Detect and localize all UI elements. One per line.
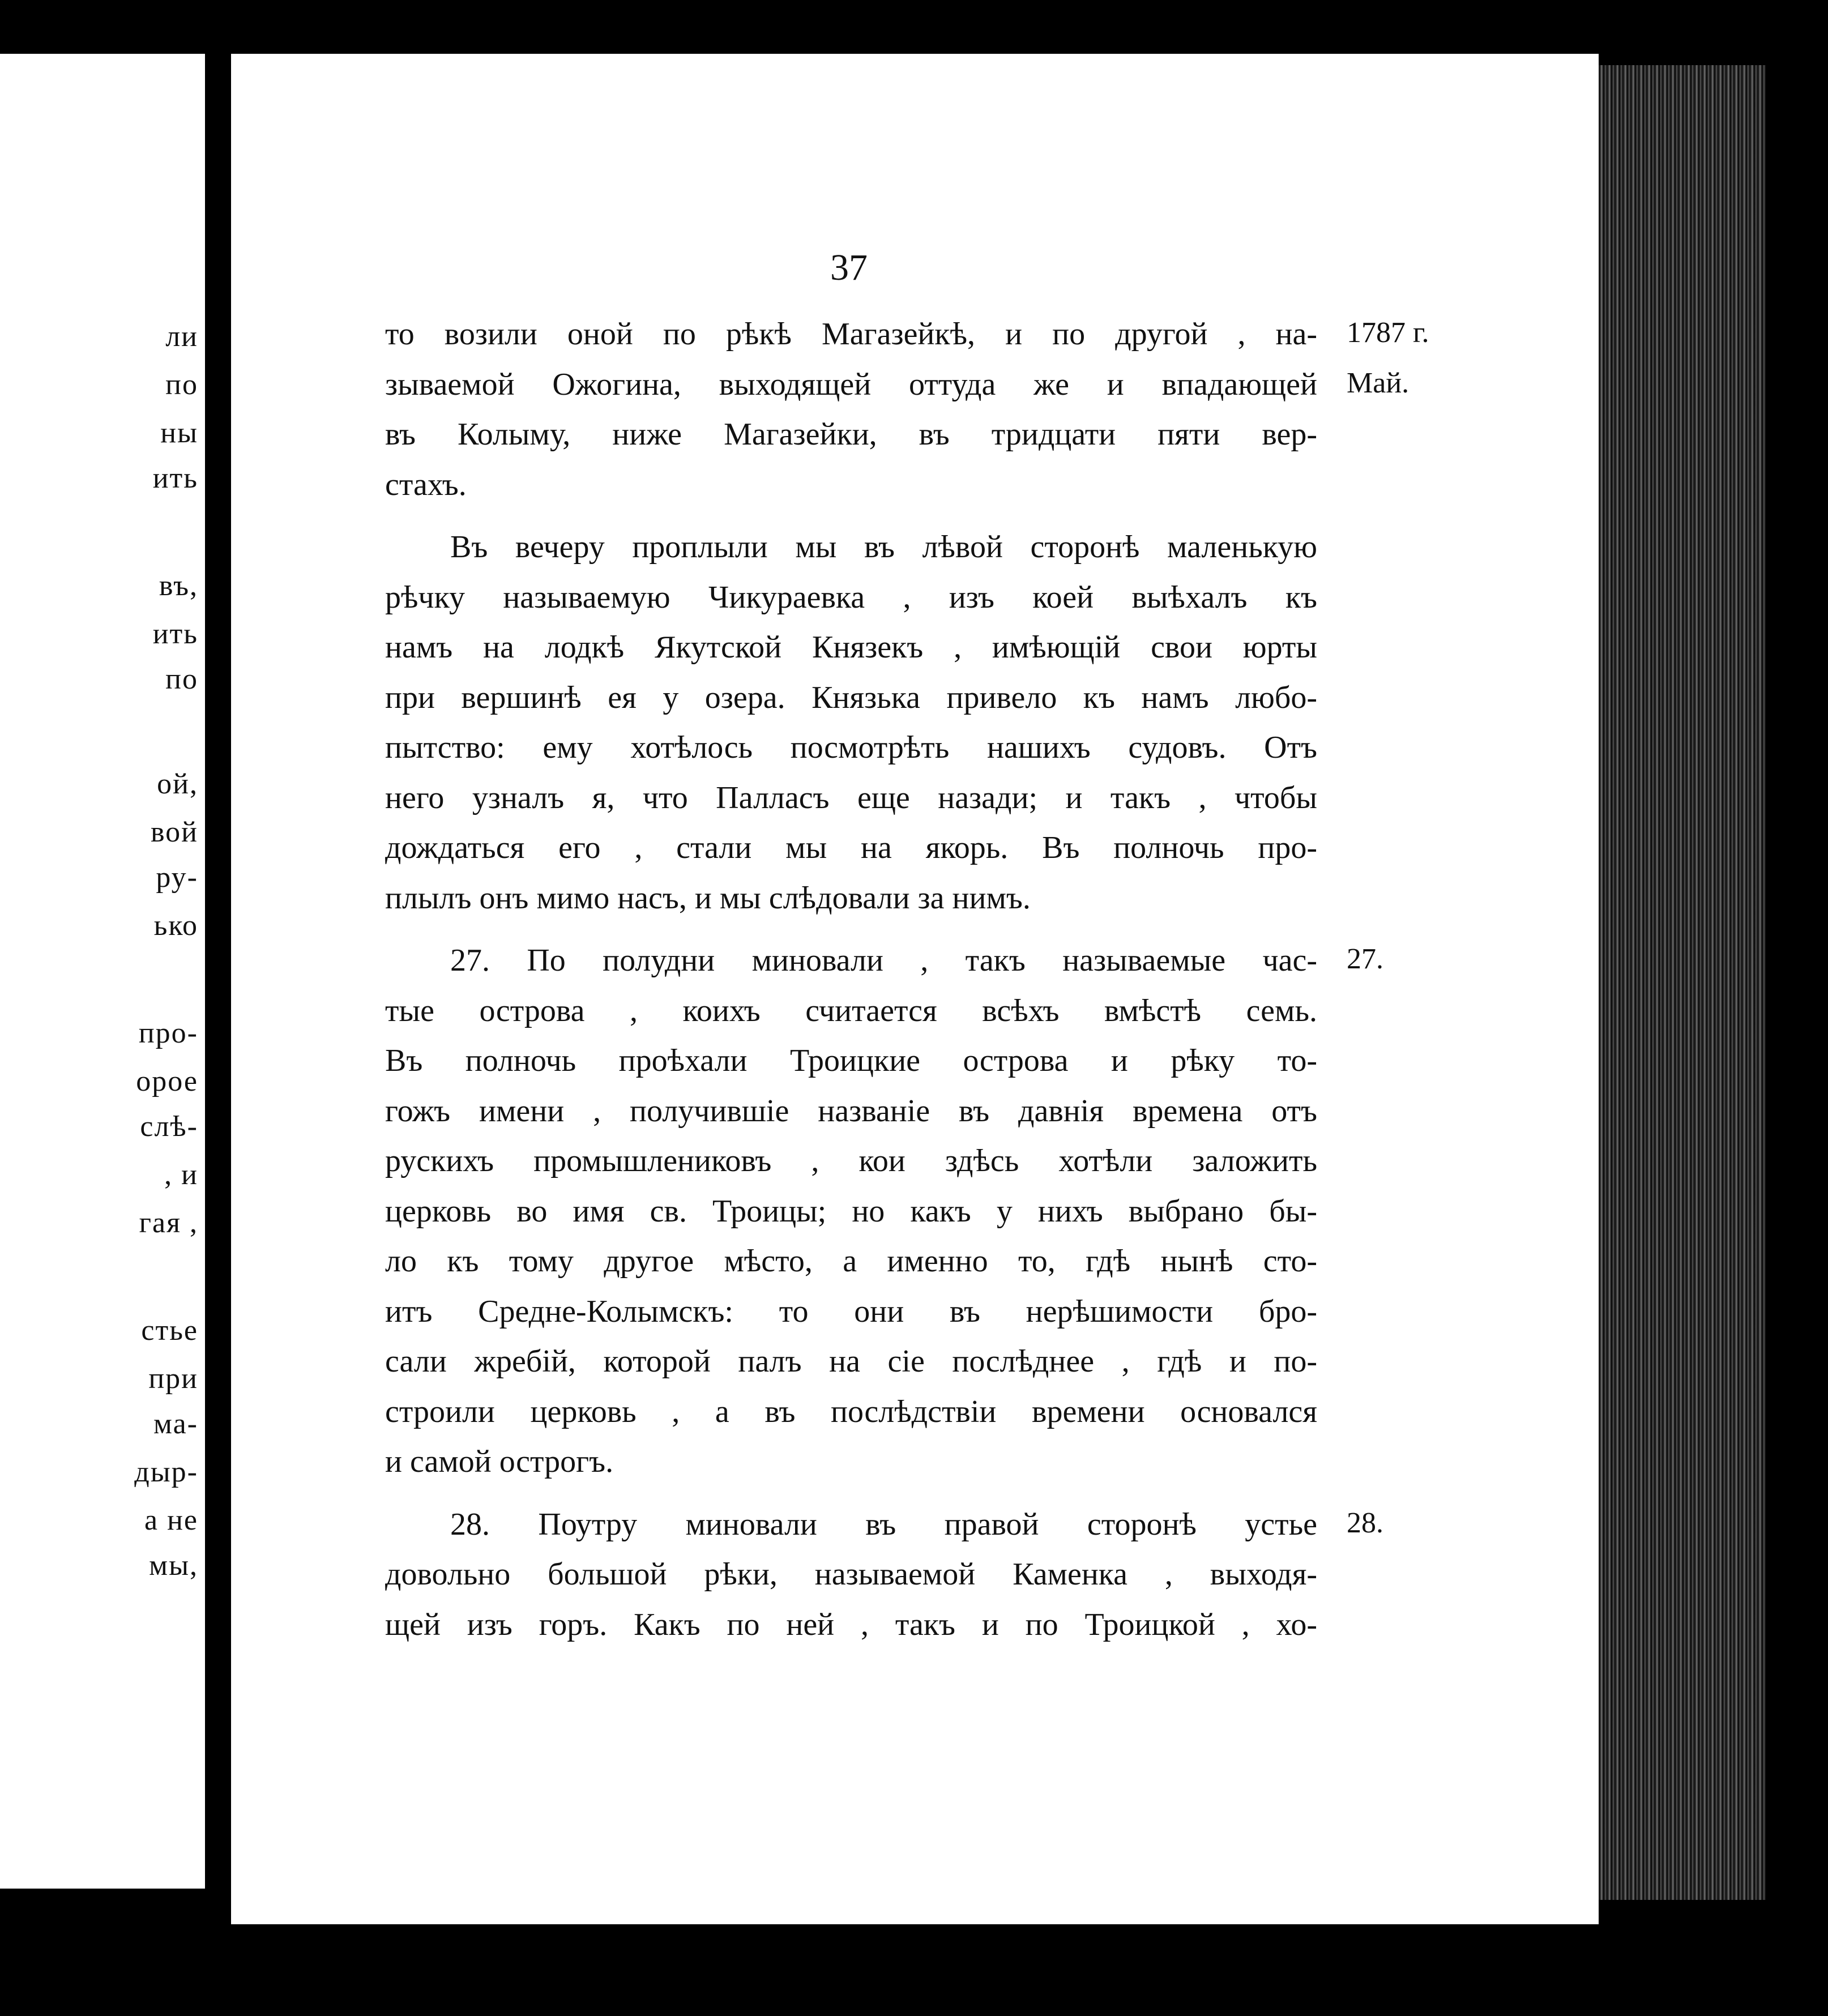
left-page-fragment: стье (141, 1314, 198, 1347)
text-line: него узналъ я, что Палласъ еще назади; и такъ , чтобы (385, 780, 1317, 815)
text-line: въ Колыму, ниже Магазейки, въ тридцати пяти вер- (385, 417, 1317, 452)
left-page-fragment: ько (153, 909, 198, 942)
text-line: рускихъ промышлениковъ , кои здѣсь хотѣли заложить (385, 1143, 1317, 1178)
left-page-fragment: про- (138, 1017, 198, 1049)
text-line: довольно большой рѣки, называемой Каменка , выходя- (385, 1557, 1317, 1592)
text-line: рѣчку называемую Чикураевка , изъ коей выѣхалъ къ (385, 579, 1317, 615)
left-page-fragment: ой, (157, 768, 198, 800)
left-page-fragment: по (165, 369, 198, 401)
text-line: ло къ тому другое мѣсто, а именно то, гдѣ нынѣ сто- (385, 1244, 1317, 1279)
left-page-fragment: по (165, 663, 198, 695)
left-page-fragment: слѣ- (140, 1110, 198, 1143)
book-page-edges (1599, 65, 1766, 1900)
text-line: 27. По полудни миновали , такъ называемые час- (450, 943, 1317, 978)
text-line: Въ полночь проѣхали Троицкие острова и рѣку то- (385, 1043, 1317, 1078)
text-line: пытство: ему хотѣлось посмотрѣть нашихъ судовъ. Отъ (385, 730, 1317, 765)
page-number: 37 (830, 247, 868, 288)
page-gutter (205, 54, 231, 1924)
text-line: плылъ онъ мимо насъ, и мы слѣдовали за нимъ. (385, 880, 1031, 916)
text-line: сали жребій, которой палъ на сіе послѣднее , гдѣ и по- (385, 1344, 1317, 1379)
margin-note: 27. (1347, 943, 1383, 975)
text-line: гожъ имени , получившіе названіе въ давнія времена отъ (385, 1093, 1317, 1129)
left-page-fragment: гая , (139, 1207, 198, 1239)
left-page-fragment: орое (136, 1065, 198, 1097)
left-page-fragment: мы, (149, 1549, 198, 1582)
left-page-fragment: ли (165, 321, 198, 353)
margin-note: 1787 г. (1347, 317, 1429, 349)
text-line: итъ Средне-Колымскъ: то они въ нерѣшимости бро- (385, 1293, 1317, 1329)
text-line: и самой острогъ. (385, 1444, 614, 1479)
left-page-fragment: ру- (156, 861, 198, 894)
margin-note: Май. (1347, 366, 1410, 399)
left-page-fragment: ма- (153, 1408, 198, 1440)
text-line: при вершинѣ ея у озера. Князька привело къ намъ любо- (385, 680, 1317, 715)
left-page-fragment: ить (152, 462, 198, 494)
margin-note: 28. (1347, 1506, 1383, 1539)
text-line: стахъ. (385, 467, 467, 502)
left-page-fragment: , и (164, 1159, 198, 1191)
text-line: тые острова , коихъ считается всѣхъ вмѣстѣ семь. (385, 993, 1317, 1028)
left-page-fragment: въ, (159, 570, 198, 602)
left-facing-page (0, 54, 205, 1889)
text-line: строили церковь , а въ послѣдствіи времени основался (385, 1394, 1317, 1429)
left-page-fragment: ить (152, 618, 198, 650)
left-page-fragment: а не (144, 1504, 198, 1536)
text-line: зываемой Ожогина, выходящей оттуда же и впадающей (385, 366, 1317, 402)
text-line: то возили оной по рѣкѣ Магазейкѣ, и по другой , на- (385, 317, 1317, 352)
main-page (231, 54, 1599, 1924)
left-page-fragment: дыр- (134, 1456, 198, 1488)
left-page-fragment: ны (160, 417, 198, 449)
text-line: щей изъ горъ. Какъ по ней , такъ и по Троицкой , хо- (385, 1607, 1317, 1642)
left-page-fragment: при (148, 1362, 198, 1395)
text-line: дождаться его , стали мы на якорь. Въ полночь про- (385, 830, 1317, 865)
text-line: намъ на лодкѣ Якутской Князекъ , имѣющій свои юрты (385, 630, 1317, 665)
text-line: 28. Поутру миновали въ правой сторонѣ устье (450, 1506, 1317, 1542)
text-line: Въ вечеру проплыли мы въ лѣвой сторонѣ маленькую (450, 529, 1317, 565)
left-page-fragment: вой (150, 816, 198, 848)
text-line: церковь во имя св. Троицы; но какъ у нихъ выбрано бы- (385, 1193, 1317, 1229)
